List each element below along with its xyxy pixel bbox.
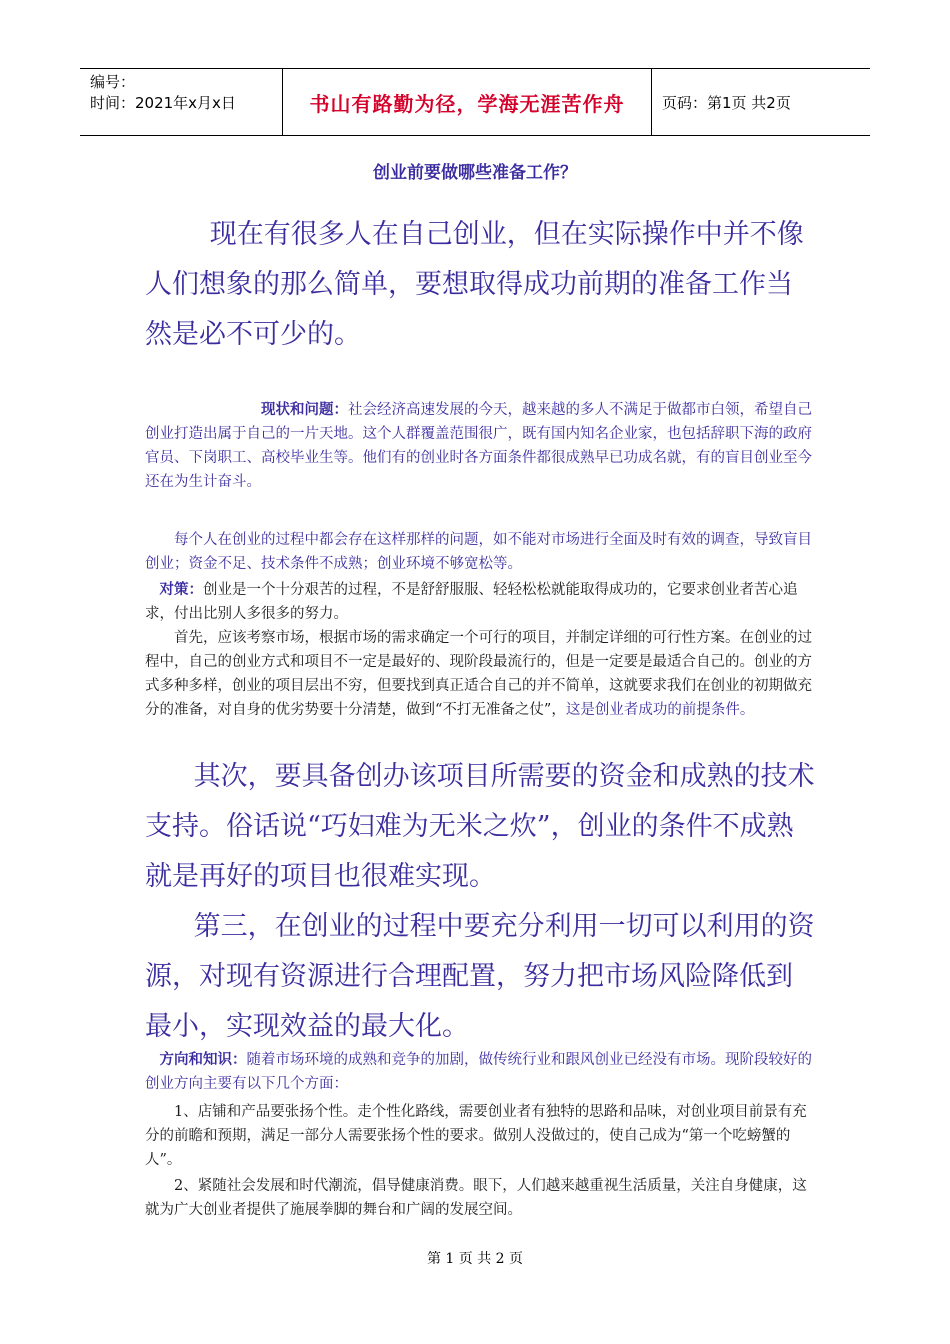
status-text: 社会经济高速发展的今天，越来越的多人不满足于做都市白领，希望自己创业打造出属于自己的一片天地。这个人群覆盖范围很广，既有国内知名企业家，也包括辞职下海的政府官员、下岗职工、高校毕业生等。他们有的创业时各方面条件都很成熟早已功成名就，有的盲目创业至今还在为生计奋斗。 bbox=[145, 402, 812, 490]
direction-label: 方向和知识： bbox=[159, 1052, 247, 1068]
first-step-tail: 这是创业者成功的前提条件。 bbox=[565, 702, 755, 718]
first-step-text: 首先，应该考察市场，根据市场的需求确定一个可行的项目，并制定详细的可行性方案。在创业的过程中，自己的创业方式和项目不一定是最好的、现阶段最流行的，但是一定要是最适合自己的。创业的方式多种多样，创业的项目层出不穷，但要找到真正适合自己的并不简单，这就要求我们在创业的初期做充分的准备，对自身的优劣势要十分清楚，做到“不打无准备之仗”， bbox=[145, 630, 812, 718]
header-meta bbox=[80, 69, 282, 135]
direction-item-2: 2、紧随社会发展和时代潮流，倡导健康消费。眼下，人们越来越重视生活质量，关注自身健康，这就为广大创业者提供了施展拳脚的舞台和广阔的发展空间。 bbox=[145, 1178, 807, 1218]
strategy-label: 对策： bbox=[159, 582, 203, 598]
direction-paragraph bbox=[145, 1048, 815, 1096]
intro-paragraph: 现在有很多人在自己创业，但在实际操作中并不像人们想象的那么简单，要想取得成功前期的准备工作当然是必不可少的。 bbox=[145, 219, 804, 350]
strategy-text: 创业是一个十分艰苦的过程，不是舒舒服服、轻轻松松就能取得成功的，它要求创业者苦心追求，付出比别人多很多的努力。 bbox=[145, 582, 798, 622]
status-label: 现状和问题： bbox=[261, 402, 348, 418]
time-label: 时间：2021年x月x日 bbox=[90, 94, 236, 112]
document-title: 创业前要做哪些准备工作？ bbox=[373, 163, 577, 183]
header-motto: 书山有路勤为径，学海无涯苦作舟 bbox=[282, 69, 652, 135]
problems-text: 每个人在创业的过程中都会存在这样那样的问题，如不能对市场进行全面及时有效的调查，导致盲目创业；资金不足、技术条件不成熟；创业环境不够宽松等。 bbox=[145, 532, 812, 572]
serial-label: 编号： bbox=[90, 73, 136, 91]
direction-text: 随着市场环境的成熟和竞争的加剧，做传统行业和跟风创业已经没有市场。现阶段较好的创业方向主要有以下几个方面： bbox=[145, 1052, 812, 1092]
problems-paragraph bbox=[145, 528, 815, 576]
third-step-paragraph: 第三，在创业的过程中要充分利用一切可以利用的资源，对现有资源进行合理配置，努力把市场风险降低到最小，实现效益的最大化。 bbox=[145, 911, 815, 1042]
page-header bbox=[80, 68, 870, 136]
strategy-paragraph bbox=[145, 578, 815, 626]
direction-item-1: 1、店铺和产品要张扬个性。走个性化路线，需要创业者有独特的思路和品味，对创业项目前景有充分的前瞻和预期，满足一部分人需要张扬个性的要求。做别人没做过的，使自己成为“第一个吃螃蟹的人”。 bbox=[145, 1104, 807, 1168]
second-step-paragraph: 其次，要具备创办该项目所需要的资金和成熟的技术支持。俗话说“巧妇难为无米之炊”，创业的条件不成熟就是再好的项目也很难实现。 bbox=[145, 761, 815, 892]
page-footer: 第 1 页 共 2 页 bbox=[426, 1251, 524, 1267]
first-step-paragraph bbox=[145, 626, 815, 722]
header-page-info: 页码：第1页 共2页 bbox=[662, 93, 791, 112]
status-paragraph bbox=[145, 398, 815, 494]
